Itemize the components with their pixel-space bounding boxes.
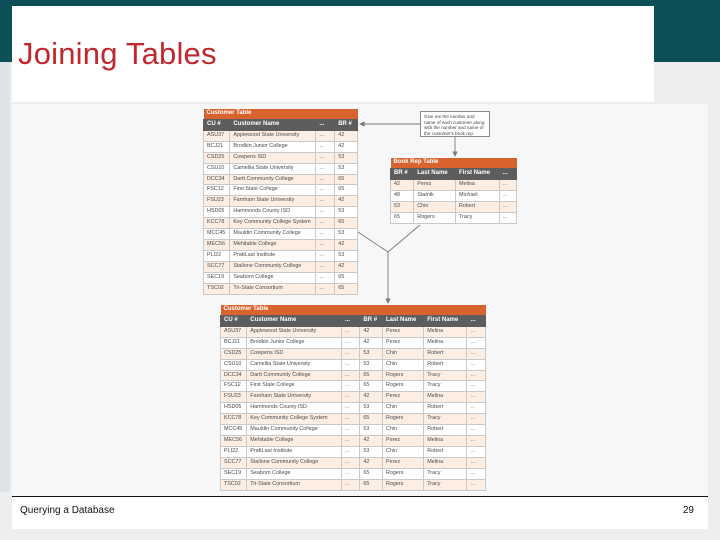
table-cell: ... [341, 435, 359, 446]
table-cell: ... [499, 190, 517, 201]
table-cell: Key Community College System [247, 414, 342, 425]
column-header: BR # [335, 120, 358, 131]
table-cell: ... [467, 425, 486, 436]
table-cell: ... [467, 381, 486, 392]
table-row [204, 207, 358, 218]
table-cell: CSU10 [204, 163, 230, 174]
table-cell: Rogers [382, 414, 423, 425]
table-cell: Chin [382, 348, 423, 359]
table-cell: PLI22 [204, 250, 230, 261]
table-cell: ... [467, 457, 486, 468]
table-cell: Tracy [424, 370, 467, 381]
table-cell: ... [341, 446, 359, 457]
table-cell: ASU37 [221, 326, 247, 337]
table-header-row [391, 169, 517, 180]
table-row [204, 141, 358, 152]
column-header: CU # [204, 120, 230, 131]
table-cell: ... [316, 174, 335, 185]
column-header: ... [499, 169, 517, 180]
table-cell: Chin [382, 403, 423, 414]
table-cell: ... [467, 326, 486, 337]
column-header: ... [341, 316, 359, 327]
column-header: BR # [391, 169, 414, 180]
table-cell: PLI22 [221, 446, 247, 457]
table-cell: Cowpens ISD [230, 152, 316, 163]
table-cell: ... [316, 239, 335, 250]
column-header: Last Name [382, 316, 423, 327]
table-cell: ... [316, 185, 335, 196]
customer-table [203, 109, 358, 295]
table-cell: DCC34 [204, 174, 230, 185]
table-cell: Tri-State Consortium [230, 283, 316, 294]
column-header: Last Name [414, 169, 456, 180]
table-cell: ... [341, 457, 359, 468]
table-cell: Rogers [382, 468, 423, 479]
query-callout: Give me the number and name of each customer along with the number and name of the customer's book rep. [420, 111, 490, 137]
table-cell: ... [341, 403, 359, 414]
table-cell: Mehitable College [230, 239, 316, 250]
table-cell: ... [467, 348, 486, 359]
table-cell: ... [499, 179, 517, 190]
left-accent-bar [0, 62, 10, 492]
table-cell: ... [341, 425, 359, 436]
table-cell: Brodkin Junior College [230, 141, 316, 152]
table-cell: ... [341, 359, 359, 370]
table-cell: CSD25 [221, 348, 247, 359]
table-cell: CSD25 [204, 152, 230, 163]
table-cell: Stallone Community College [247, 457, 342, 468]
table-cell: ... [499, 201, 517, 212]
table-cell: TSC02 [204, 283, 230, 294]
table-cell: 42 [360, 337, 383, 348]
table-cell: ... [467, 337, 486, 348]
table-cell: 65 [360, 381, 383, 392]
table-row [204, 152, 358, 163]
table-row [204, 174, 358, 185]
table-row [221, 446, 486, 457]
table-cell: 53 [360, 359, 383, 370]
table-cell: 53 [360, 446, 383, 457]
table-cell: Melina [424, 435, 467, 446]
title-area [12, 6, 654, 102]
table-cell: ... [316, 229, 335, 240]
table-cell: Rogers [382, 381, 423, 392]
column-header: Customer Name [230, 120, 316, 131]
table-cell: ... [316, 207, 335, 218]
table-cell: CSU10 [221, 359, 247, 370]
table-cell: PrattLast Institute [230, 250, 316, 261]
table-cell: 42 [335, 196, 358, 207]
table-cell: Perez [382, 435, 423, 446]
column-header: First Name [456, 169, 499, 180]
table-cell: ... [467, 468, 486, 479]
table-row [391, 190, 517, 201]
table-row [204, 283, 358, 294]
table-cell: Dartt Community College [230, 174, 316, 185]
table-cell: ... [316, 130, 335, 141]
table-cell: ... [341, 468, 359, 479]
table-cell: Rogers [382, 370, 423, 381]
table-cell: First State College [247, 381, 342, 392]
table-cell: Robert [456, 201, 499, 212]
table-cell: ... [341, 348, 359, 359]
table-cell: DCC34 [221, 370, 247, 381]
table-cell: Hammonds County ISD [247, 403, 342, 414]
table-row [221, 337, 486, 348]
table-cell: ... [341, 479, 359, 490]
table-header-row [221, 316, 486, 327]
table-cell: 42 [335, 261, 358, 272]
table-row [221, 370, 486, 381]
table-row [204, 272, 358, 283]
table-cell: ... [316, 163, 335, 174]
table-cell: FSC12 [204, 185, 230, 196]
table-cell: Robert [424, 425, 467, 436]
table-cell: ... [467, 446, 486, 457]
table-cell: Perez [382, 326, 423, 337]
joined-result-table [220, 305, 486, 491]
table-cell: Tracy [424, 381, 467, 392]
table-cell: Camellia State University [247, 359, 342, 370]
table-row [391, 201, 517, 212]
table-cell: MEC56 [221, 435, 247, 446]
table-row [221, 381, 486, 392]
table-cell: ... [316, 250, 335, 261]
table-cell: 53 [335, 250, 358, 261]
table-cell: 65 [335, 218, 358, 229]
table-cell: ... [316, 218, 335, 229]
table-cell: 53 [335, 229, 358, 240]
table-cell: KCC78 [204, 218, 230, 229]
table-cell: Key Community College System [230, 218, 316, 229]
table-cell: Seaborn College [230, 272, 316, 283]
table-cell: FSU23 [221, 392, 247, 403]
table-row [391, 212, 517, 223]
table-cell: 42 [360, 457, 383, 468]
table-cell: 42 [335, 239, 358, 250]
table-cell: ... [499, 212, 517, 223]
table-cell: 53 [335, 152, 358, 163]
table-row [204, 130, 358, 141]
table-cell: 42 [360, 392, 383, 403]
table-cell: HSD05 [204, 207, 230, 218]
table-cell: Chin [382, 359, 423, 370]
table-cell: ... [467, 370, 486, 381]
table-cell: 65 [360, 479, 383, 490]
table-cell: 53 [335, 207, 358, 218]
table-cell: Camellia State University [230, 163, 316, 174]
table-row [204, 196, 358, 207]
table-row [221, 403, 486, 414]
table-cell: Stallone Community College [230, 261, 316, 272]
table-cell: ... [316, 261, 335, 272]
table-cell: 65 [360, 414, 383, 425]
table-cell: Michael [456, 190, 499, 201]
table-cell: 53 [360, 403, 383, 414]
table-cell: Tri-State Consortium [247, 479, 342, 490]
table-cell: TSC02 [221, 479, 247, 490]
table-caption: Book Rep Table [391, 158, 517, 169]
table-cell: Robert [424, 403, 467, 414]
table-cell: ... [467, 435, 486, 446]
table-cell: SCC77 [204, 261, 230, 272]
table-cell: BCJ21 [221, 337, 247, 348]
table-cell: Melina [424, 457, 467, 468]
table-row [221, 457, 486, 468]
table-cell: 42 [360, 326, 383, 337]
table-cell: SEC19 [221, 468, 247, 479]
table-cell: MCC45 [221, 425, 247, 436]
book-rep-table [390, 158, 517, 224]
table-cell: Mehitable College [247, 435, 342, 446]
table-cell: 65 [360, 468, 383, 479]
table-cell: Rogers [382, 479, 423, 490]
table-cell: Chin [382, 425, 423, 436]
table-cell: BCJ21 [204, 141, 230, 152]
table-cell: Hammonds County ISD [230, 207, 316, 218]
table-row [221, 326, 486, 337]
table-cell: ... [467, 414, 486, 425]
table-cell: Mauldin Community College [247, 425, 342, 436]
table-cell: 65 [335, 185, 358, 196]
table-cell: 65 [360, 370, 383, 381]
table-cell: Rogers [414, 212, 456, 223]
table-cell: ... [316, 283, 335, 294]
table-cell: 53 [360, 348, 383, 359]
table-cell: SCC77 [221, 457, 247, 468]
table-cell: MEC56 [204, 239, 230, 250]
table-cell: 65 [335, 174, 358, 185]
table-cell: FSU23 [204, 196, 230, 207]
table-cell: 42 [391, 179, 414, 190]
table-cell: KCC78 [221, 414, 247, 425]
table-row [204, 239, 358, 250]
table-cell: SEC19 [204, 272, 230, 283]
table-cell: Robert [424, 348, 467, 359]
table-cell: ... [316, 272, 335, 283]
table-cell: ... [341, 381, 359, 392]
table-cell: ... [467, 479, 486, 490]
table-row [221, 414, 486, 425]
table-cell: Melina [424, 392, 467, 403]
table-caption: Customer Table [221, 305, 486, 316]
table-header-row [204, 120, 358, 131]
table-cell: Tracy [424, 468, 467, 479]
table-cell: Statnik [414, 190, 456, 201]
table-cell: Tracy [424, 479, 467, 490]
table-cell: ... [341, 326, 359, 337]
table-cell: Farnham State University [247, 392, 342, 403]
table-cell: Perez [382, 457, 423, 468]
table-cell: MCC45 [204, 229, 230, 240]
table-cell: HSD05 [221, 403, 247, 414]
table-row [221, 359, 486, 370]
table-row [221, 425, 486, 436]
table-cell: ... [316, 152, 335, 163]
table-cell: 53 [335, 163, 358, 174]
table-cell: Chin [414, 201, 456, 212]
table-cell: 42 [335, 141, 358, 152]
table-cell: 42 [360, 435, 383, 446]
table-row [204, 250, 358, 261]
table-cell: Mauldin Community College [230, 229, 316, 240]
table-cell: Farnham State University [230, 196, 316, 207]
column-header: ... [467, 316, 486, 327]
table-cell: Tracy [424, 414, 467, 425]
table-cell: ASU37 [204, 130, 230, 141]
footer-text: Querying a Database [20, 505, 115, 516]
table-row [221, 435, 486, 446]
table-cell: Perez [382, 337, 423, 348]
table-cell: 53 [391, 201, 414, 212]
table-row [204, 185, 358, 196]
table-cell: Applewood State University [247, 326, 342, 337]
table-cell: 65 [335, 272, 358, 283]
table-cell: ... [316, 196, 335, 207]
table-row [221, 392, 486, 403]
table-cell: ... [341, 414, 359, 425]
table-row [221, 468, 486, 479]
table-cell: Chin [382, 446, 423, 457]
page-number: 29 [682, 505, 694, 516]
table-cell: Cowpens ISD [247, 348, 342, 359]
table-cell: ... [467, 359, 486, 370]
table-row [204, 218, 358, 229]
table-cell: Seaborn College [247, 468, 342, 479]
table-cell: Melina [424, 326, 467, 337]
table-row [204, 229, 358, 240]
table-cell: Applewood State University [230, 130, 316, 141]
table-cell: 42 [335, 130, 358, 141]
slide-title: Joining Tables [18, 36, 217, 71]
table-cell: 65 [335, 283, 358, 294]
table-cell: Robert [424, 446, 467, 457]
table-cell: Robert [424, 359, 467, 370]
table-cell: ... [467, 392, 486, 403]
table-cell: Perez [382, 392, 423, 403]
table-cell: Tracy [456, 212, 499, 223]
table-cell: FSC12 [221, 381, 247, 392]
table-cell: 53 [360, 425, 383, 436]
table-cell: ... [341, 337, 359, 348]
table-cell: ... [316, 141, 335, 152]
table-cell: ... [467, 403, 486, 414]
table-row [391, 179, 517, 190]
footer [12, 496, 708, 529]
table-cell: 65 [391, 212, 414, 223]
table-cell: ... [341, 392, 359, 403]
table-cell: Brodkin Junior College [247, 337, 342, 348]
table-row [204, 261, 358, 272]
column-header: First Name [424, 316, 467, 327]
table-cell: First State College [230, 185, 316, 196]
table-row [204, 163, 358, 174]
table-cell: Dartt Community College [247, 370, 342, 381]
table-caption: Customer Table [204, 109, 358, 120]
column-header: Customer Name [247, 316, 342, 327]
table-cell: ... [341, 370, 359, 381]
table-row [221, 479, 486, 490]
table-row [221, 348, 486, 359]
column-header: ... [316, 120, 335, 131]
table-cell: Melina [424, 337, 467, 348]
column-header: BR # [360, 316, 383, 327]
table-cell: 48 [391, 190, 414, 201]
table-cell: Perez [414, 179, 456, 190]
column-header: CU # [221, 316, 247, 327]
table-cell: PrattLast Institute [247, 446, 342, 457]
table-cell: Melina [456, 179, 499, 190]
